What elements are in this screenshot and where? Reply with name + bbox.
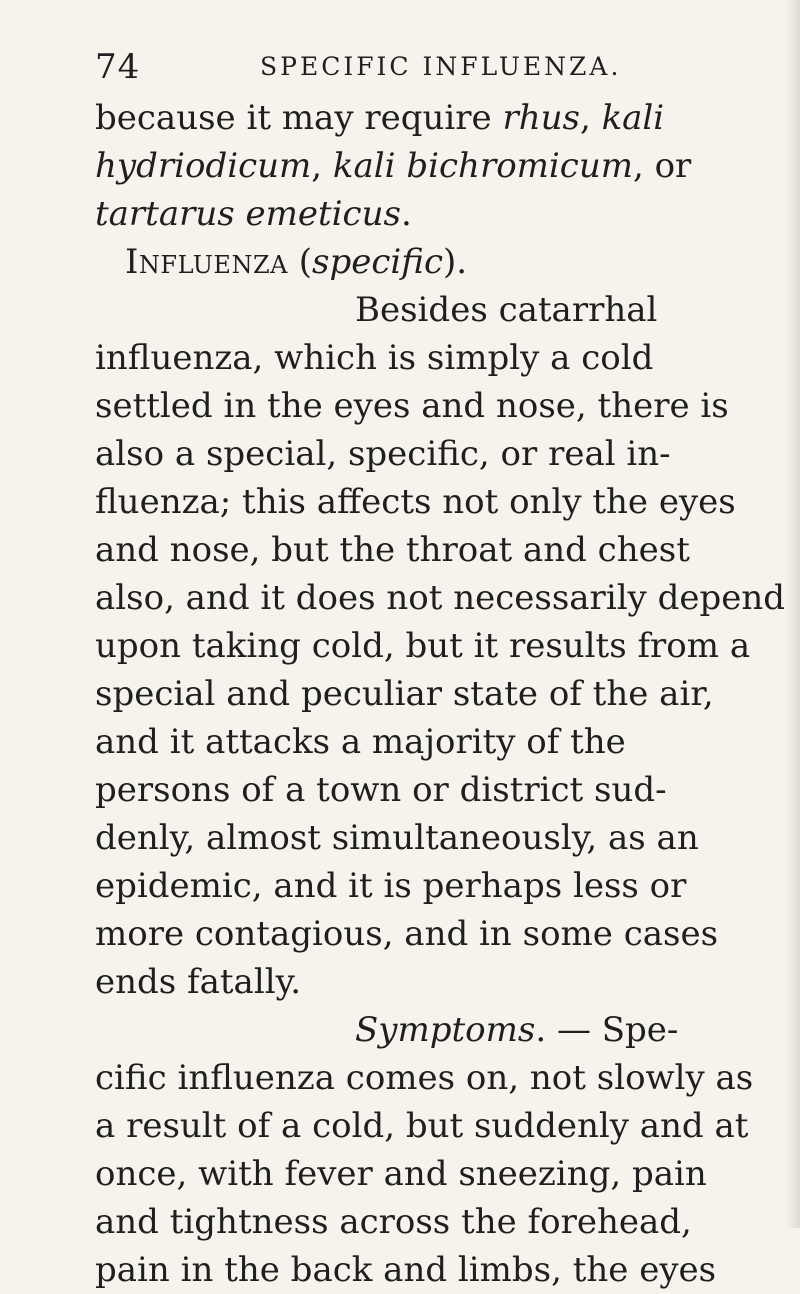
italic-term: bichromicum xyxy=(406,146,633,186)
line-segment: , xyxy=(311,146,333,186)
text-line xyxy=(95,142,715,190)
heading-word: Influenza xyxy=(125,242,288,282)
text-line: pain in the back and limbs, the eyes xyxy=(95,1250,717,1290)
text-line: ends fatally. xyxy=(95,962,302,1002)
text-line: denly, almost simultaneously, as an xyxy=(95,818,699,858)
text-line xyxy=(95,94,715,142)
text-line: also, and it does not necessarily depend xyxy=(95,578,786,618)
line-segment: , or xyxy=(632,146,692,186)
line-segment: . — Spe- xyxy=(535,1010,679,1050)
italic-term: tartarus emeticus xyxy=(95,194,401,234)
text-line: special and peculiar state of the air, xyxy=(95,674,714,714)
text-line: a result of a cold, but suddenly and at xyxy=(95,1106,749,1146)
text-line: fluenza; this affects not only the eyes xyxy=(95,482,736,522)
text-line: upon taking cold, but it results from a xyxy=(95,626,751,666)
text-line: and nose, but the throat and chest xyxy=(95,530,690,570)
page-number: 74 xyxy=(95,47,141,87)
line-segment: , xyxy=(579,98,602,138)
italic-term: kali xyxy=(332,146,396,186)
text-line: also a special, specific, or real in- xyxy=(95,434,671,474)
text-line: once, with fever and sneezing, pain xyxy=(95,1154,707,1194)
page-edge-shadow xyxy=(786,0,800,1228)
section-heading xyxy=(95,238,715,286)
body-text xyxy=(95,94,786,1294)
text-line: and tightness across the forehead, xyxy=(95,1202,692,1242)
text-line: more contagious, and in some cases xyxy=(95,914,719,954)
text-line: settled in the eyes and nose, there is xyxy=(95,386,729,426)
line-segment: ( xyxy=(287,242,313,282)
italic-term: kali xyxy=(601,98,665,138)
text-line: influenza, which is simply a cold xyxy=(95,338,654,378)
line-segment: because it may require xyxy=(95,98,503,138)
text-line: cific influenza comes on, not slowly as xyxy=(95,1058,754,1098)
text-line: and it attacks a majority of the xyxy=(95,722,626,762)
italic-term: specific xyxy=(312,242,444,282)
italic-term: hydriodicum xyxy=(95,146,312,186)
text-line xyxy=(95,1006,715,1054)
running-head: SPECIFIC INFLUENZA. xyxy=(260,52,622,81)
text-line: Besides catarrhal xyxy=(355,290,658,330)
text-line xyxy=(95,190,715,238)
line-segment: ). xyxy=(443,242,468,282)
italic-term: Symptoms xyxy=(355,1010,536,1050)
italic-term: rhus xyxy=(502,98,580,138)
line-segment: . xyxy=(400,194,412,234)
text-line: epidemic, and it is perhaps less or xyxy=(95,866,687,906)
text-line: persons of a town or district sud- xyxy=(95,770,667,810)
line-segment xyxy=(396,146,407,186)
page-header xyxy=(95,44,715,90)
